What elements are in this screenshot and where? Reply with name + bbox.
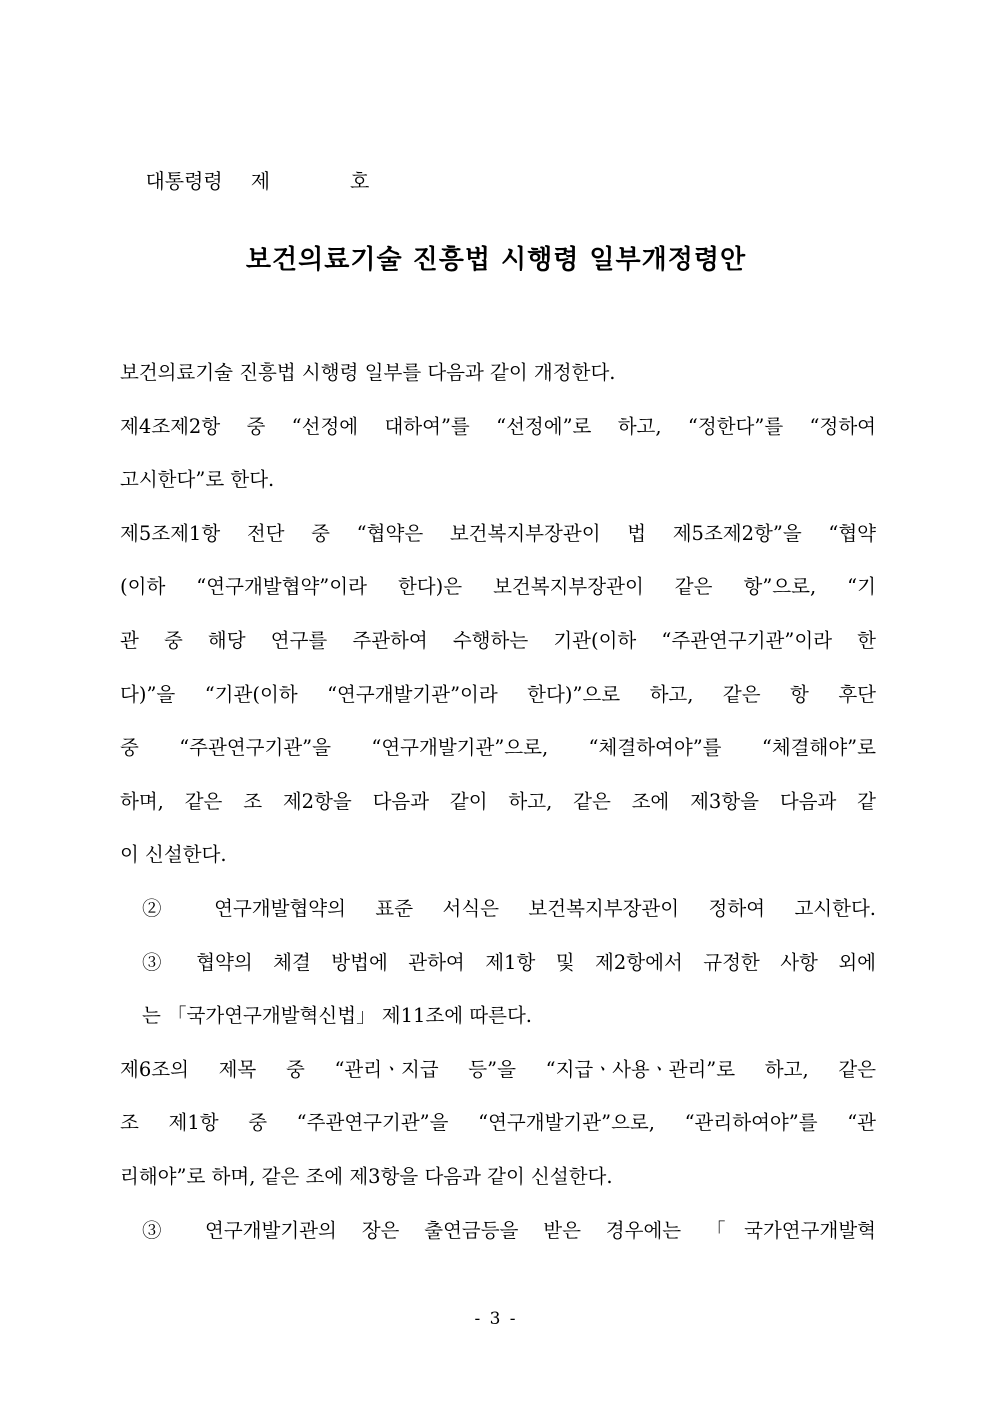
body-line: 제6조의 제목 중 “관리ㆍ지급 등”을 “지급ㆍ사용ㆍ관리”로 하고, 같은: [120, 1057, 876, 1081]
page-number: - 3 -: [474, 1309, 518, 1329]
body-line: 다)”을 “기관(이하 “연구개발기관”이라 한다)”으로 하고, 같은 항 후단: [120, 682, 876, 706]
body-line: 관 중 해당 연구를 주관하여 수행하는 기관(이하 “주관연구기관”이라 한: [120, 628, 876, 652]
body-line: 제4조제2항 중 “선정에 대하여”를 “선정에”로 하고, “정한다”를 “정하여: [120, 414, 876, 438]
body-line-clause: ③ 협약의 체결 방법에 관하여 제1항 및 제2항에서 규정한 사항 외에: [142, 950, 876, 974]
body-line: 중 “주관연구기관”을 “연구개발기관”으로, “체결하여야”를 “체결해야”로: [120, 736, 876, 760]
decree-number-suffix: 호: [350, 169, 370, 193]
body-line: 제5조제1항 전단 중 “협약은 보건복지부장관이 법 제5조제2항”을 “협약: [120, 521, 876, 545]
body-line: 고시한다”로 한다.: [120, 468, 275, 492]
document-title: 보건의료기술 진흥법 시행령 일부개정령안: [245, 245, 747, 275]
decree-label: 대통령령: [145, 169, 223, 193]
body-line-clause: ③ 연구개발기관의 장은 출연금등을 받은 경우에는 「국가연구개발혁: [142, 1218, 876, 1242]
document-body: [120, 353, 876, 1264]
body-line: 조 제1항 중 “주관연구기관”을 “연구개발기관”으로, “관리하여야”를 “관: [120, 1111, 876, 1135]
body-line: 이 신설한다.: [120, 843, 227, 867]
decree-number-prefix: 제: [250, 169, 271, 193]
body-line-clause: ② 연구개발협약의 표준 서식은 보건복지부장관이 정하여 고시한다.: [142, 896, 876, 920]
body-line: 보건의료기술 진흥법 시행령 일부를 다음과 같이 개정한다.: [120, 361, 616, 384]
body-line: 리해야”로 하며, 같은 조에 제3항을 다음과 같이 신설한다.: [120, 1164, 613, 1188]
body-line: (이하 “연구개발협약”이라 한다)은 보건복지부장관이 같은 항”으로, “기: [120, 575, 876, 599]
body-line-clause: 는 「국가연구개발혁신법」 제11조에 따른다.: [142, 1004, 532, 1028]
decree-number-line: [120, 133, 369, 229]
body-line: 하며, 같은 조 제2항을 다음과 같이 하고, 같은 조에 제3항을 다음과 같: [120, 789, 876, 813]
